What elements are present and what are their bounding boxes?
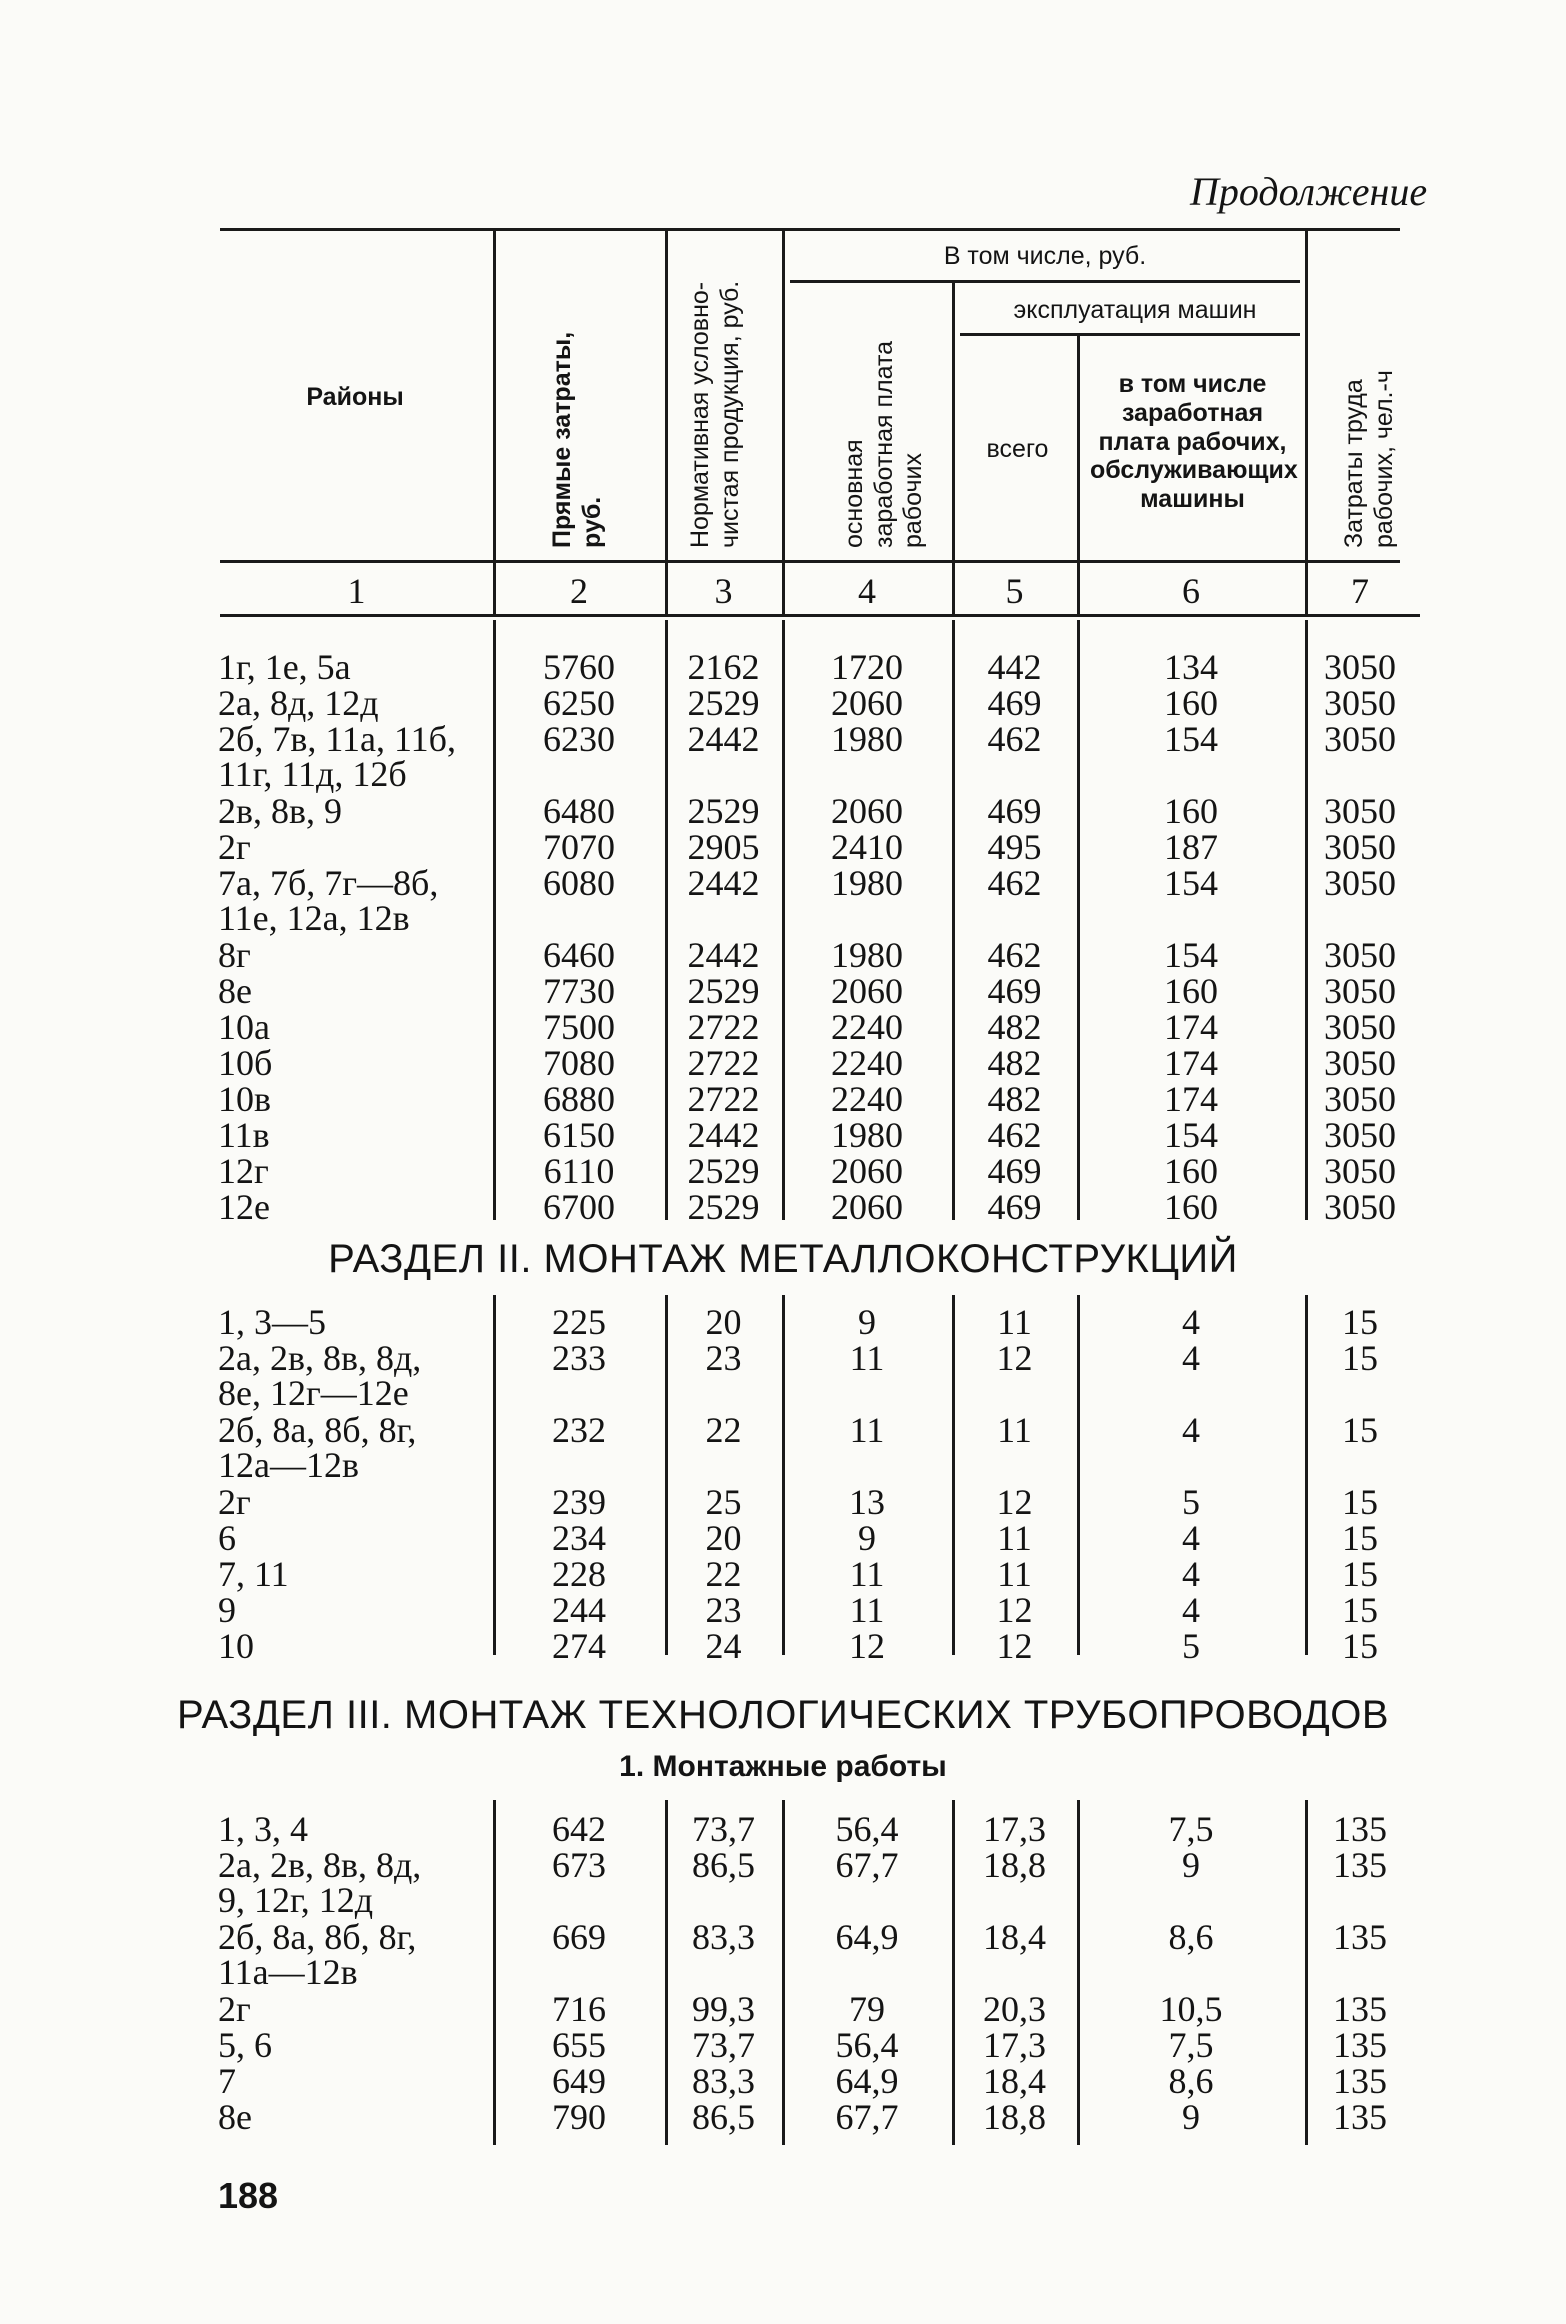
value-cell: 18,4	[983, 1917, 1046, 1957]
value-cell: 12	[849, 1626, 885, 1666]
value-cell: 469	[987, 1187, 1042, 1227]
value-cell: 11	[849, 1338, 885, 1378]
region-cell: 8е	[218, 971, 252, 1011]
value-cell: 462	[987, 863, 1042, 903]
value-cell: 187	[1164, 827, 1218, 867]
value-cell: 274	[552, 1626, 606, 1666]
value-cell: 160	[1164, 683, 1218, 723]
col-direct-costs-header: Прямые затраты, руб.	[548, 331, 606, 548]
value-cell: 2060	[831, 791, 903, 831]
value-cell: 2529	[687, 791, 760, 831]
including-rule	[790, 280, 1300, 283]
value-cell: 67,7	[835, 2097, 899, 2137]
value-cell: 8,6	[1168, 2061, 1214, 2101]
col-total-header: всего	[986, 435, 1049, 463]
colnum-7: 7	[1351, 571, 1369, 611]
value-cell: 12	[996, 1626, 1033, 1666]
value-cell: 174	[1164, 1043, 1218, 1083]
value-cell: 4	[1182, 1338, 1200, 1378]
value-cell: 11	[997, 1554, 1032, 1594]
value-cell: 11	[997, 1518, 1032, 1558]
value-cell: 3050	[1324, 647, 1396, 687]
value-cell: 64,9	[835, 1917, 899, 1957]
value-cell: 7730	[543, 971, 615, 1011]
value-cell: 7070	[543, 827, 615, 867]
value-cell: 649	[552, 2061, 606, 2101]
value-cell: 239	[552, 1482, 606, 1522]
region-cell: 8г	[218, 935, 251, 975]
value-cell: 2722	[687, 1079, 760, 1119]
value-cell: 6480	[543, 791, 615, 831]
value-cell: 20	[705, 1302, 742, 1342]
continuation-label: Продолжение	[1190, 169, 1428, 214]
region-cell: 6	[218, 1518, 236, 1558]
value-cell: 11	[997, 1302, 1032, 1342]
colnum-2: 2	[570, 571, 588, 611]
colnum-bottom-rule	[220, 614, 1420, 617]
value-cell: 233	[552, 1338, 606, 1378]
value-cell: 2442	[687, 935, 760, 975]
value-cell: 6150	[543, 1115, 615, 1155]
value-cell: 160	[1164, 1187, 1218, 1227]
value-cell: 482	[987, 1043, 1042, 1083]
region-cell: 8е	[218, 2097, 252, 2137]
col-normative-header: Нормативная условно-чистая продукция, руб.	[686, 280, 744, 548]
region-cell: 1, 3—5	[218, 1302, 326, 1342]
region-cell: 10б	[218, 1043, 273, 1083]
value-cell: 482	[987, 1007, 1042, 1047]
value-cell: 99,3	[692, 1989, 755, 2029]
region-cell: 10в	[218, 1079, 271, 1119]
value-cell: 20,3	[983, 1989, 1046, 2029]
value-cell: 154	[1164, 1115, 1218, 1155]
value-cell: 469	[987, 683, 1042, 723]
value-cell: 9	[858, 1518, 876, 1558]
col-base-wages-header: основная заработная плата рабочих	[840, 340, 927, 548]
value-cell: 174	[1164, 1079, 1218, 1119]
value-cell: 2442	[687, 1115, 760, 1155]
region-cell: 5, 6	[218, 2025, 272, 2065]
value-cell: 160	[1164, 1151, 1218, 1191]
colnum-4: 4	[858, 571, 876, 611]
value-cell: 4	[1182, 1518, 1200, 1558]
value-cell: 4	[1182, 1590, 1200, 1630]
value-cell: 15	[1342, 1518, 1378, 1558]
value-cell: 4	[1182, 1554, 1200, 1594]
value-cell: 462	[987, 935, 1042, 975]
value-cell: 2410	[831, 827, 903, 867]
value-cell: 6880	[543, 1079, 615, 1119]
value-cell: 23	[705, 1338, 742, 1378]
value-cell: 9	[858, 1302, 876, 1342]
value-cell: 79	[849, 1989, 885, 2029]
value-cell: 7,5	[1168, 2025, 1214, 2065]
value-cell: 2529	[687, 971, 760, 1011]
colnum-1: 1	[347, 571, 366, 611]
value-cell: 462	[987, 1115, 1042, 1155]
value-cell: 234	[552, 1518, 606, 1558]
value-cell: 1980	[831, 1115, 903, 1155]
value-cell: 3050	[1324, 935, 1396, 975]
region-cell: 1, 3, 4	[218, 1809, 308, 1849]
value-cell: 2442	[687, 863, 760, 903]
value-cell: 2240	[831, 1007, 903, 1047]
value-cell: 442	[987, 647, 1042, 687]
value-cell: 1980	[831, 935, 903, 975]
value-cell: 2060	[831, 1187, 903, 1227]
value-cell: 25	[705, 1482, 742, 1522]
value-cell: 3050	[1324, 1043, 1396, 1083]
section3-title: РАЗДЕЛ III. МОНТАЖ ТЕХНОЛОГИЧЕСКИХ ТРУБОПРОВОДОВ	[176, 1693, 1390, 1737]
value-cell: 462	[987, 719, 1042, 759]
value-cell: 3050	[1324, 863, 1396, 903]
region-cell: 9	[218, 1590, 236, 1630]
value-cell: 134	[1164, 647, 1218, 687]
value-cell: 2060	[831, 1151, 903, 1191]
value-cell: 135	[1333, 1917, 1387, 1957]
value-cell: 15	[1342, 1554, 1378, 1594]
value-cell: 3050	[1324, 719, 1396, 759]
value-cell: 716	[552, 1989, 606, 2029]
value-cell: 154	[1164, 719, 1218, 759]
region-cell: 11в	[218, 1115, 270, 1155]
value-cell: 83,3	[692, 2061, 755, 2101]
value-cell: 469	[987, 791, 1042, 831]
header-bottom-rule	[220, 560, 1400, 563]
value-cell: 11	[849, 1554, 885, 1594]
value-cell: 1980	[831, 863, 903, 903]
value-cell: 135	[1333, 1989, 1387, 2029]
value-cell: 673	[552, 1845, 606, 1885]
value-cell: 3050	[1324, 1007, 1396, 1047]
value-cell: 2442	[687, 719, 760, 759]
region-cell: 2а, 2в, 8в, 8д, 8е, 12г—12е	[218, 1338, 422, 1413]
value-cell: 2060	[831, 683, 903, 723]
value-cell: 3050	[1324, 971, 1396, 1011]
header-divider-1	[493, 230, 496, 615]
header-divider-2	[665, 230, 668, 615]
value-cell: 6230	[543, 719, 615, 759]
value-cell: 5	[1182, 1626, 1200, 1666]
value-cell: 225	[552, 1302, 606, 1342]
value-cell: 655	[552, 2025, 606, 2065]
value-cell: 2722	[687, 1043, 760, 1083]
value-cell: 20	[705, 1518, 742, 1558]
value-cell: 4	[1182, 1302, 1200, 1342]
value-cell: 83,3	[692, 1917, 755, 1957]
region-cell: 2б, 7в, 11а, 11б, 11г, 11д, 12б	[218, 719, 456, 794]
value-cell: 18,8	[983, 2097, 1046, 2137]
section2-title: РАЗДЕЛ II. МОНТАЖ МЕТАЛЛОКОНСТРУКЦИЙ	[328, 1237, 1238, 1281]
value-cell: 135	[1333, 2061, 1387, 2101]
region-cell: 2в, 8в, 9	[218, 791, 342, 831]
header-divider-6	[1305, 230, 1308, 615]
value-cell: 6460	[543, 935, 615, 975]
value-cell: 3050	[1324, 1115, 1396, 1155]
header-top-rule	[220, 228, 1400, 231]
value-cell: 10,5	[1159, 1989, 1223, 2029]
value-cell: 469	[987, 1151, 1042, 1191]
value-cell: 2240	[831, 1043, 903, 1083]
value-cell: 4	[1182, 1410, 1200, 1450]
value-cell: 12	[996, 1338, 1033, 1378]
value-cell: 3050	[1324, 1151, 1396, 1191]
machine-operation-header: эксплуатация машин	[1013, 296, 1257, 324]
value-cell: 154	[1164, 863, 1218, 903]
value-cell: 642	[552, 1809, 606, 1849]
value-cell: 15	[1342, 1626, 1378, 1666]
region-cell: 2а, 2в, 8в, 8д, 9, 12г, 12д	[218, 1845, 422, 1920]
value-cell: 6700	[543, 1187, 615, 1227]
value-cell: 228	[552, 1554, 606, 1594]
value-cell: 15	[1342, 1410, 1378, 1450]
value-cell: 2060	[831, 971, 903, 1011]
region-cell: 2г	[218, 827, 251, 867]
value-cell: 3050	[1324, 1187, 1396, 1227]
value-cell: 15	[1342, 1590, 1378, 1630]
value-cell: 6250	[543, 683, 615, 723]
region-cell: 2г	[218, 1482, 251, 1522]
col-machine-wages-header: в том числе заработная плата рабочих, обслуживающих машины	[1090, 370, 1298, 513]
value-cell: 9	[1182, 1845, 1200, 1885]
header-divider-3	[782, 230, 785, 615]
value-cell: 5760	[543, 647, 615, 687]
value-cell: 6110	[543, 1151, 615, 1191]
value-cell: 17,3	[983, 1809, 1046, 1849]
value-cell: 18,4	[983, 2061, 1046, 2101]
value-cell: 3050	[1324, 1079, 1396, 1119]
value-cell: 2529	[687, 683, 760, 723]
value-cell: 495	[987, 827, 1042, 867]
region-cell: 12г	[218, 1151, 269, 1191]
region-cell: 7, 11	[218, 1554, 289, 1594]
region-cell: 12е	[218, 1187, 270, 1227]
value-cell: 1720	[831, 647, 903, 687]
value-cell: 135	[1333, 1809, 1387, 1849]
value-cell: 7080	[543, 1043, 615, 1083]
value-cell: 23	[705, 1590, 742, 1630]
col-regions-header: Районы	[306, 383, 404, 411]
value-cell: 790	[552, 2097, 606, 2137]
value-cell: 669	[552, 1917, 606, 1957]
machine-rule	[960, 333, 1300, 336]
value-cell: 154	[1164, 935, 1218, 975]
region-cell: 2б, 8а, 8б, 8г, 11а—12в	[218, 1917, 417, 1992]
region-cell: 1г, 1е, 5а	[218, 647, 351, 687]
value-cell: 13	[849, 1482, 885, 1522]
value-cell: 15	[1342, 1302, 1378, 1342]
value-cell: 2722	[687, 1007, 760, 1047]
colnum-5: 5	[1005, 571, 1024, 611]
region-cell: 7	[218, 2061, 236, 2101]
value-cell: 12	[996, 1482, 1033, 1522]
value-cell: 86,5	[692, 1845, 755, 1885]
value-cell: 1980	[831, 719, 903, 759]
value-cell: 67,7	[835, 1845, 899, 1885]
colnum-3: 3	[714, 571, 733, 611]
value-cell: 56,4	[835, 2025, 899, 2065]
value-cell: 2240	[831, 1079, 903, 1119]
value-cell: 2529	[687, 1187, 760, 1227]
value-cell: 3050	[1324, 791, 1396, 831]
value-cell: 160	[1164, 791, 1218, 831]
value-cell: 7500	[543, 1007, 615, 1047]
value-cell: 9	[1182, 2097, 1200, 2137]
value-cell: 3050	[1324, 827, 1396, 867]
value-cell: 22	[705, 1554, 742, 1594]
value-cell: 11	[849, 1590, 885, 1630]
value-cell: 174	[1164, 1007, 1218, 1047]
region-cell: 2б, 8а, 8б, 8г, 12а—12в	[218, 1410, 417, 1485]
value-cell: 482	[987, 1079, 1042, 1119]
value-cell: 11	[997, 1410, 1032, 1450]
value-cell: 73,7	[692, 2025, 755, 2065]
value-cell: 86,5	[692, 2097, 755, 2137]
value-cell: 6080	[543, 863, 615, 903]
value-cell: 232	[552, 1410, 606, 1450]
value-cell: 2529	[687, 1151, 760, 1191]
header-divider-4	[952, 283, 955, 615]
value-cell: 11	[849, 1410, 885, 1450]
value-cell: 5	[1182, 1482, 1200, 1522]
colnum-6: 6	[1182, 571, 1200, 611]
region-cell: 10	[218, 1626, 254, 1666]
value-cell: 135	[1333, 1845, 1387, 1885]
value-cell: 7,5	[1168, 1809, 1214, 1849]
value-cell: 15	[1342, 1338, 1378, 1378]
value-cell: 56,4	[835, 1809, 899, 1849]
page-number: 188	[218, 2175, 279, 2216]
region-cell: 7а, 7б, 7г—8б, 11е, 12а, 12в	[218, 863, 439, 938]
section3-subtitle: 1. Монтажные работы	[619, 1750, 947, 1783]
value-cell: 24	[705, 1626, 742, 1666]
region-cell: 10а	[218, 1007, 270, 1047]
value-cell: 8,6	[1168, 1917, 1214, 1957]
value-cell: 135	[1333, 2025, 1387, 2065]
value-cell: 469	[987, 971, 1042, 1011]
value-cell: 12	[996, 1590, 1033, 1630]
including-header: В том числе, руб.	[943, 242, 1147, 270]
value-cell: 244	[552, 1590, 606, 1630]
value-cell: 73,7	[692, 1809, 755, 1849]
value-cell: 160	[1164, 971, 1218, 1011]
region-cell: 2а, 8д, 12д	[218, 683, 379, 723]
value-cell: 2162	[687, 647, 760, 687]
value-cell: 64,9	[835, 2061, 899, 2101]
value-cell: 135	[1333, 2097, 1387, 2137]
value-cell: 15	[1342, 1482, 1378, 1522]
value-cell: 3050	[1324, 683, 1396, 723]
value-cell: 22	[705, 1410, 742, 1450]
col-labor-header: Затраты труда рабочих, чел.-ч	[1340, 370, 1398, 548]
value-cell: 18,8	[983, 1845, 1046, 1885]
region-cell: 2г	[218, 1989, 251, 2029]
value-cell: 17,3	[983, 2025, 1046, 2065]
value-cell: 2905	[687, 827, 760, 867]
